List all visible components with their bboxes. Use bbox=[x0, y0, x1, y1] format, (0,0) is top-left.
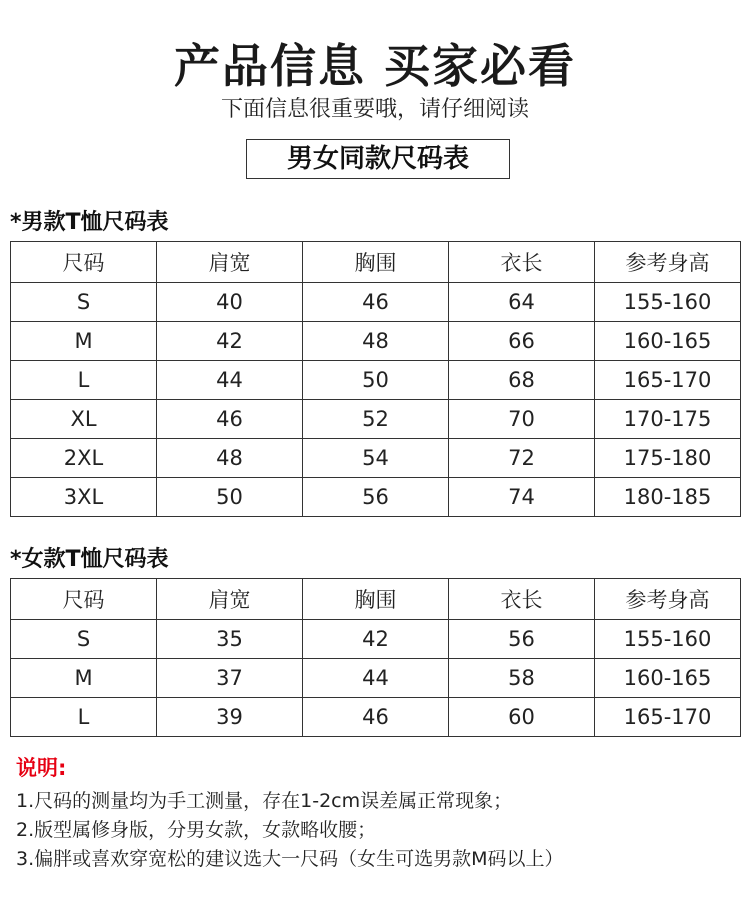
column-header-height: 参考身高 bbox=[595, 242, 741, 283]
table-row bbox=[11, 659, 741, 698]
table-row bbox=[11, 400, 741, 439]
column-header-height: 参考身高 bbox=[595, 579, 741, 620]
women-size-table bbox=[10, 578, 741, 737]
table-cell: 52 bbox=[303, 400, 449, 439]
table-cell: 68 bbox=[449, 361, 595, 400]
table-cell: 66 bbox=[449, 322, 595, 361]
table-row bbox=[11, 698, 741, 737]
table-cell: 60 bbox=[449, 698, 595, 737]
notes-title: 说明: bbox=[16, 756, 67, 780]
column-header-length: 衣长 bbox=[449, 579, 595, 620]
table-cell: 50 bbox=[157, 478, 303, 517]
table-cell: 46 bbox=[303, 283, 449, 322]
table-cell: 44 bbox=[303, 659, 449, 698]
table-row bbox=[11, 361, 741, 400]
table-row bbox=[11, 620, 741, 659]
column-header-size: 尺码 bbox=[11, 579, 157, 620]
note-item: 3.偏胖或喜欢穿宽松的建议选大一尺码（女生可选男款M码以上） bbox=[16, 848, 564, 870]
table-header-row bbox=[11, 579, 741, 620]
table-row bbox=[11, 283, 741, 322]
table-cell: 48 bbox=[303, 322, 449, 361]
table-cell: 155-160 bbox=[595, 620, 741, 659]
table-row bbox=[11, 322, 741, 361]
table-cell: 56 bbox=[449, 620, 595, 659]
table-cell: 74 bbox=[449, 478, 595, 517]
men-table-title: *男款T恤尺码表 bbox=[10, 210, 169, 235]
table-cell: 180-185 bbox=[595, 478, 741, 517]
column-header-chest: 胸围 bbox=[303, 242, 449, 283]
table-cell: 48 bbox=[157, 439, 303, 478]
table-cell: M bbox=[11, 659, 157, 698]
table-cell: 165-170 bbox=[595, 698, 741, 737]
table-cell: 40 bbox=[157, 283, 303, 322]
table-cell: 2XL bbox=[11, 439, 157, 478]
table-cell: 170-175 bbox=[595, 400, 741, 439]
table-cell: 35 bbox=[157, 620, 303, 659]
table-cell: 72 bbox=[449, 439, 595, 478]
table-row bbox=[11, 478, 741, 517]
table-cell: L bbox=[11, 698, 157, 737]
table-cell: 50 bbox=[303, 361, 449, 400]
table-cell: 42 bbox=[157, 322, 303, 361]
men-size-table bbox=[10, 241, 741, 517]
table-header-row bbox=[11, 242, 741, 283]
table-cell: 64 bbox=[449, 283, 595, 322]
table-cell: 58 bbox=[449, 659, 595, 698]
note-item: 2.版型属修身版，分男女款，女款略收腰； bbox=[16, 819, 377, 841]
table-cell: XL bbox=[11, 400, 157, 439]
table-cell: 165-170 bbox=[595, 361, 741, 400]
table-cell: 70 bbox=[449, 400, 595, 439]
table-cell: 54 bbox=[303, 439, 449, 478]
note-item: 1.尺码的测量均为手工测量，存在1-2cm误差属正常现象； bbox=[16, 790, 513, 812]
table-cell: 160-165 bbox=[595, 322, 741, 361]
page-subtitle: 下面信息很重要哦，请仔细阅读 bbox=[220, 97, 529, 122]
table-cell: S bbox=[11, 283, 157, 322]
table-cell: 44 bbox=[157, 361, 303, 400]
table-cell: L bbox=[11, 361, 157, 400]
column-header-shoulder: 肩宽 bbox=[157, 579, 303, 620]
table-cell: S bbox=[11, 620, 157, 659]
table-cell: 37 bbox=[157, 659, 303, 698]
table-cell: 46 bbox=[157, 400, 303, 439]
table-cell: 56 bbox=[303, 478, 449, 517]
women-table-title: *女款T恤尺码表 bbox=[10, 547, 169, 572]
table-cell: 155-160 bbox=[595, 283, 741, 322]
column-header-size: 尺码 bbox=[11, 242, 157, 283]
table-cell: 3XL bbox=[11, 478, 157, 517]
page-title: 产品信息 买家必看 bbox=[173, 39, 576, 93]
column-header-length: 衣长 bbox=[449, 242, 595, 283]
table-cell: 39 bbox=[157, 698, 303, 737]
table-cell: 42 bbox=[303, 620, 449, 659]
table-cell: 160-165 bbox=[595, 659, 741, 698]
column-header-chest: 胸围 bbox=[303, 579, 449, 620]
table-cell: 46 bbox=[303, 698, 449, 737]
size-chart-heading: 男女同款尺码表 bbox=[246, 139, 510, 179]
table-row bbox=[11, 439, 741, 478]
table-cell: 175-180 bbox=[595, 439, 741, 478]
table-cell: M bbox=[11, 322, 157, 361]
column-header-shoulder: 肩宽 bbox=[157, 242, 303, 283]
